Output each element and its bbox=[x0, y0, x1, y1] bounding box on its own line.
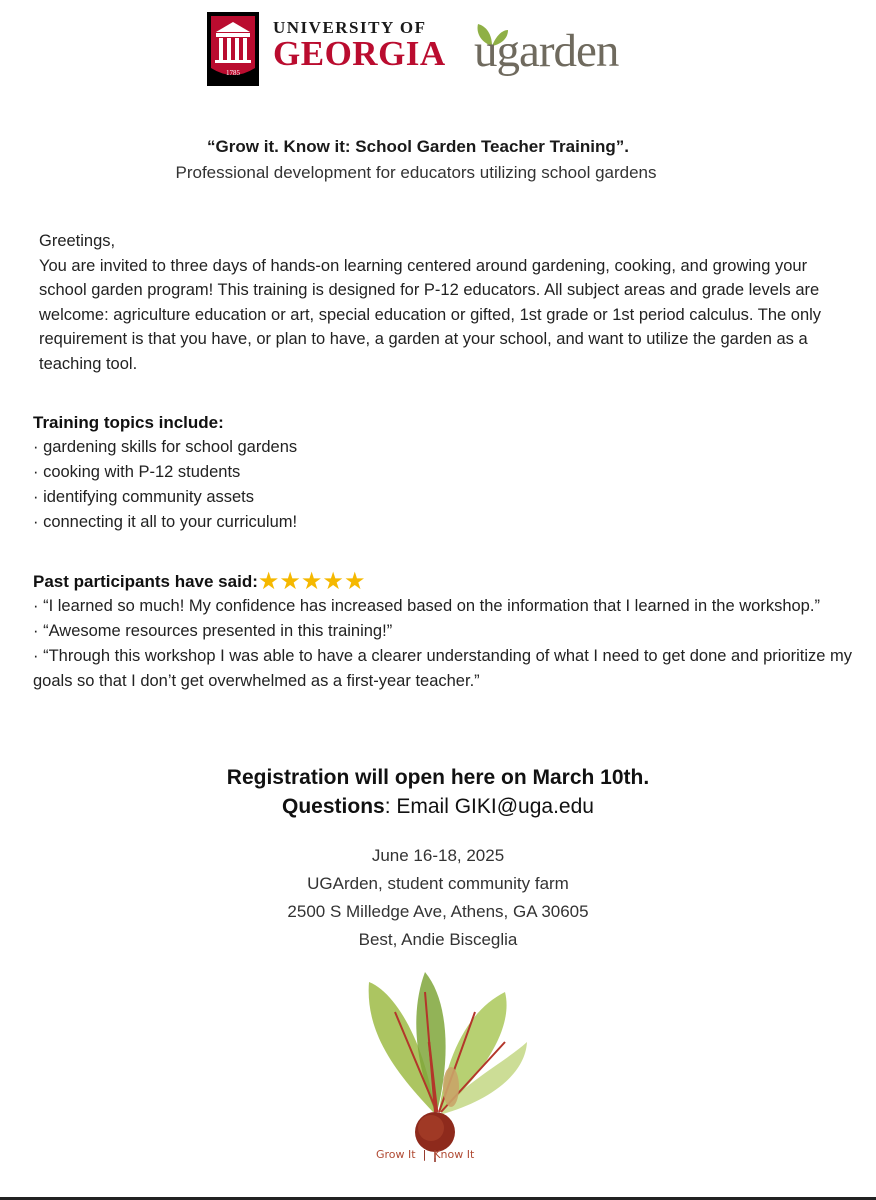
uga-line1: UNIVERSITY OF bbox=[273, 18, 427, 37]
event-address: 2500 S Milledge Ave, Athens, GA 30605 bbox=[287, 902, 589, 921]
list-item: · gardening skills for school gardens bbox=[33, 438, 298, 456]
testimonials-section bbox=[33, 569, 853, 694]
list-item: · identifying community assets bbox=[33, 488, 255, 506]
ugarden-logo bbox=[470, 14, 655, 84]
intro-block bbox=[39, 229, 839, 376]
uga-line2: GEORGIA bbox=[273, 34, 446, 73]
list-item: · cooking with P-12 students bbox=[33, 463, 241, 481]
uga-wordmark bbox=[273, 18, 446, 71]
grow-it-know-it-tagline: Grow It | Know It bbox=[376, 1148, 475, 1161]
topics-heading: Training topics include: bbox=[33, 413, 224, 432]
page-title: “Grow it. Know it: School Garden Teacher Training”. bbox=[207, 137, 629, 156]
testimonials-heading bbox=[33, 569, 853, 594]
registration-block bbox=[0, 763, 876, 821]
header bbox=[0, 0, 876, 100]
questions-label: Questions bbox=[282, 795, 385, 818]
topics-section bbox=[33, 410, 853, 535]
testimonials-heading-text: Past participants have said: bbox=[33, 572, 258, 591]
ugarden-wordmark: ugarden bbox=[474, 25, 619, 77]
testimonial: · “Awesome resources presented in this training!” bbox=[33, 622, 393, 640]
five-star-rating: ★★★★★ bbox=[257, 568, 366, 595]
event-venue: UGArden, student community farm bbox=[307, 874, 569, 893]
registration-notice: Registration will open here on March 10th. bbox=[226, 766, 650, 789]
list-item: · connecting it all to your curriculum! bbox=[33, 513, 298, 531]
page-subtitle: Professional development for educators utilizing school gardens bbox=[175, 163, 657, 182]
event-dates: June 16-18, 2025 bbox=[371, 846, 505, 865]
intro-paragraph: You are invited to three days of hands-on learning centered around gardening, cooking, and growing your school garden program! This training is designed for P-12 educators. All subject areas and grade levels are welcome: agriculture education or art, special education or gifted, 1st grade or 1st period calculus. The only requirement is that you have, or plan to have, a garden at your school, and want to utilize the garden as a teaching tool. bbox=[39, 256, 822, 373]
greeting: Greetings, bbox=[39, 232, 116, 250]
beet-illustration bbox=[355, 962, 535, 1162]
uga-arch-logo bbox=[207, 12, 259, 86]
event-details bbox=[0, 842, 876, 954]
testimonial: · “I learned so much! My confidence has increased based on the information that I learned in the workshop.” bbox=[33, 597, 820, 615]
testimonial: · “Through this workshop I was able to have a clearer understanding of what I need to get done and prioritize my goals so that I don’t get overwhelmed as a first-year teacher.” bbox=[33, 647, 853, 690]
tagline-right: Know It bbox=[433, 1148, 475, 1161]
tagline-left: Grow It bbox=[376, 1148, 416, 1161]
signoff: Best, Andie Bisceglia bbox=[358, 930, 518, 949]
questions-email[interactable]: : Email GIKI@uga.edu bbox=[384, 795, 594, 818]
svg-text:1785: 1785 bbox=[226, 69, 240, 77]
